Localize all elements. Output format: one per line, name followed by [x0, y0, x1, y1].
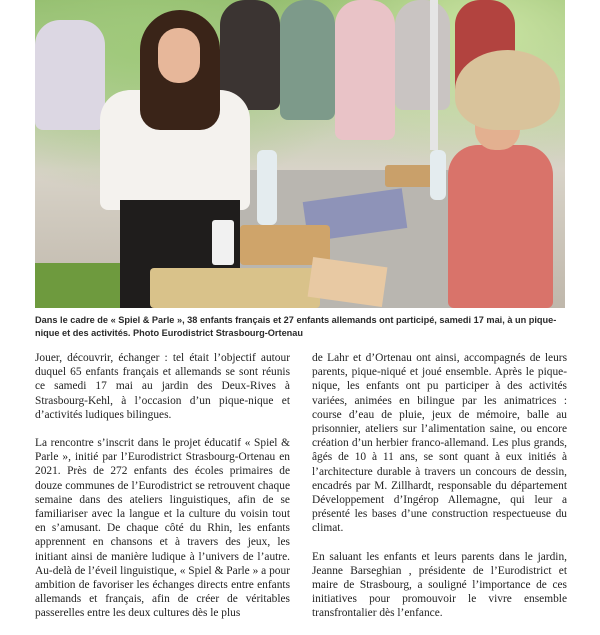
photo-bottle	[257, 150, 277, 225]
photo-caption: Dans le cadre de « Spiel & Parle », 38 enfants français et 27 enfants allemands ont participé, samedi 17 mai, à un pique-nique et des activités. Photo Eurodistrict Strasbourg-Ortenau	[35, 315, 557, 338]
article-paragraph: de Lahr et d’Ortenau ont ainsi, accompagnés de leurs parents, pique-niqué et joué ensemble. Après le pique-nique, les enfants ont pu participer à des activités variées, animées en bilingue par les animatrices : course d’eau de pluie, jeux de mémoire, balle au prisonnier, ateliers sur l’alimentation saine, ou encore création d’un herbier franco-allemand. Les plus grands, âgés de 10 à 11 ans, se sont quant à eux initiés à l’architecture durable à travers un concours de dessin, encadrés par M. Zillhardt, responsable du département Développement d’Ingérop Allemagne, qui leur a présenté les bases d’une construction respectueuse du climat.	[312, 352, 567, 535]
photo-food-tray	[150, 268, 320, 308]
article-paragraph: Jouer, découvrir, échanger : tel était l’objectif autour duquel 65 enfants français et allemands se sont réunis ce samedi 17 mai au jardin des Deux-Rives à Strasbourg-Kehl, à l’occasion d’un pique-nique et d’activités ludiques bilingues.	[35, 352, 290, 421]
photo-child	[430, 50, 565, 308]
article-column-right	[312, 351, 567, 635]
photo-woman	[70, 10, 230, 308]
article-photo	[35, 0, 565, 308]
photo-cup	[212, 220, 234, 265]
article-paragraph: La rencontre s’inscrit dans le projet éducatif « Spiel & Parle », initié par l’Eurodistrict Strasbourg-Ortenau en 2021. Près de 272 enfants des écoles primaires de douze communes de l’Eurodistrict se retrouvent chaque semaine dans des ateliers linguistiques, afin de se familiariser avec la langue et la culture du voisin tout en s’amusant. De chaque côté du Rhin, les enfants apprennent en chansons et à travers des jeux, les initiant ainsi de manière ludique à l’univers de l’autre. Au-delà de l’éveil linguistique, « Spiel & Parle » a pour ambition de favoriser les échanges directs entre enfants allemands et français, afin de créer de véritables passerelles entre les deux cultures dès le plus	[35, 437, 290, 620]
article-paragraph: En saluant les enfants et leurs parents dans le jardin, Jeanne Barseghian , présidente de l’Eurodistrict et maire de Strasbourg, a souligné l’importance de ces initiatives pour promouvoir le vivre ensemble transfrontalier dès l’enfance.	[312, 550, 567, 620]
article-column-left	[35, 351, 290, 635]
photo-person	[335, 0, 395, 140]
photo-person	[280, 0, 335, 120]
